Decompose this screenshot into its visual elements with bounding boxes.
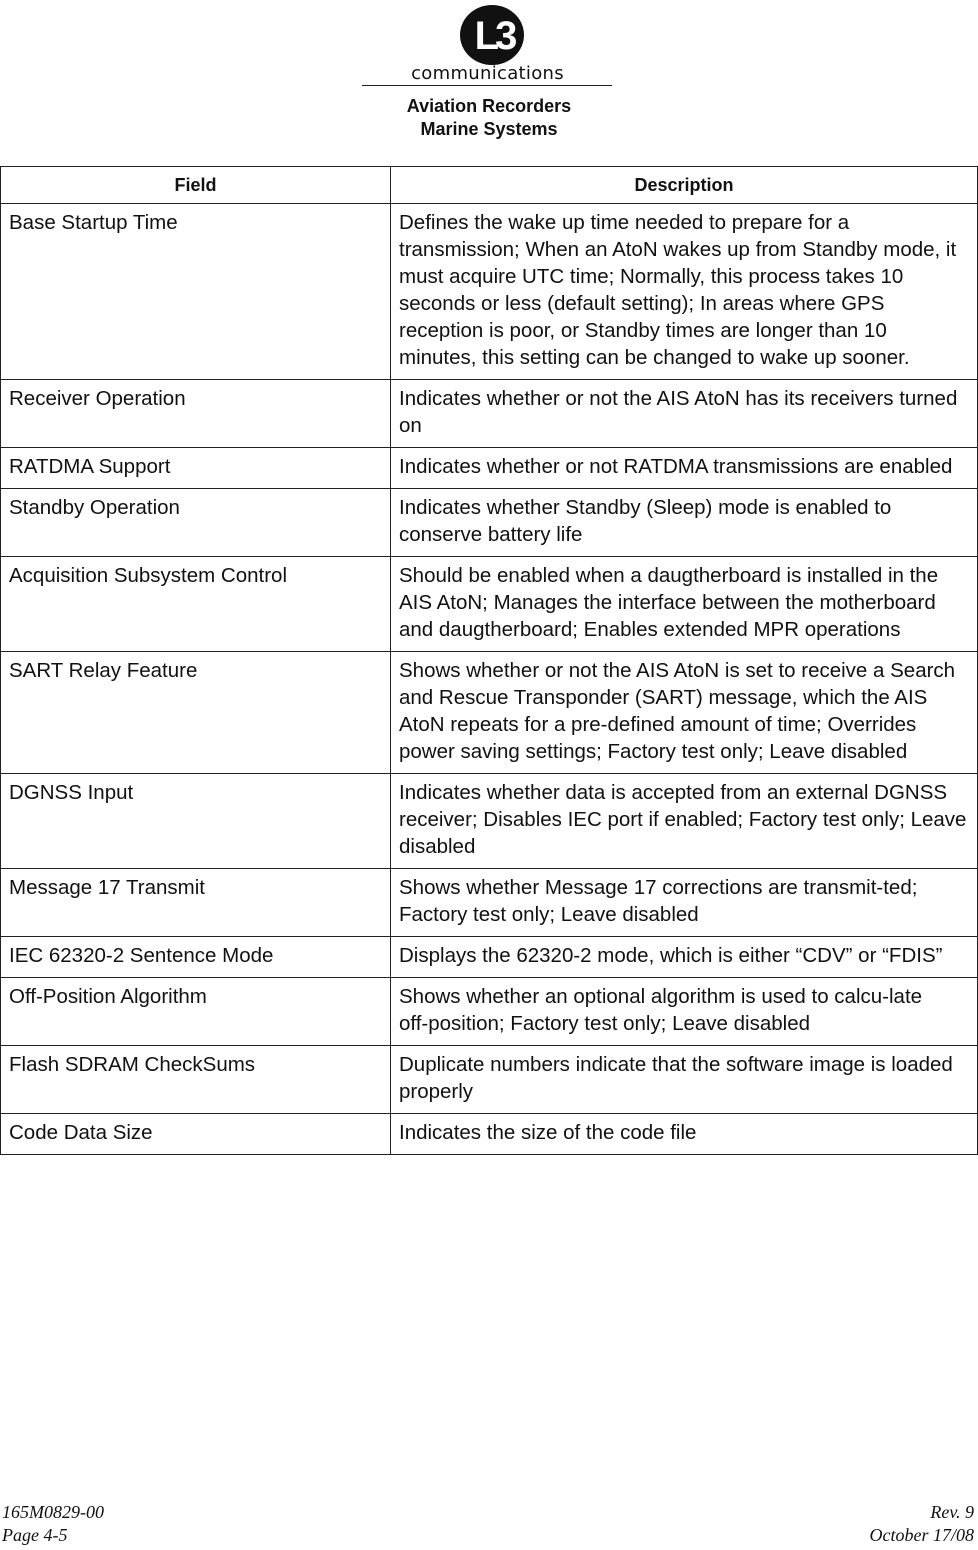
table-row: [1, 1114, 978, 1155]
field-cell: RATDMA Support: [1, 448, 391, 489]
doc-number: 165M0829‑00: [2, 1502, 104, 1522]
field-cell: Code Data Size: [1, 1114, 391, 1155]
table-row: [1, 489, 978, 557]
description-cell: Shows whether Message 17 corrections are transmit-ted; Factory test only; Leave disabled: [391, 869, 978, 937]
table-row: [1, 380, 978, 448]
description-cell: Indicates whether or not the AIS AtoN has its receivers turned on: [391, 380, 978, 448]
description-cell: Duplicate numbers indicate that the software image is loaded properly: [391, 1046, 978, 1114]
company-name: communications: [411, 63, 564, 84]
field-cell: DGNSS Input: [1, 774, 391, 869]
table-row: [1, 652, 978, 774]
description-cell: Should be enabled when a daugtherboard is installed in the AIS AtoN; Manages the interface between the motherboard and daugtherboard; Enables extended MPR operations: [391, 557, 978, 652]
table-row: [1, 937, 978, 978]
field-cell: Standby Operation: [1, 489, 391, 557]
table-row: [1, 557, 978, 652]
table-row: [1, 978, 978, 1046]
field-cell: Flash SDRAM CheckSums: [1, 1046, 391, 1114]
table-header-row: [1, 167, 978, 204]
description-cell: Indicates whether data is accepted from an external DGNSS receiver; Disables IEC port if enabled; Factory test only; Leave disabled: [391, 774, 978, 869]
l3-logo-icon: [459, 4, 525, 66]
field-cell: Receiver Operation: [1, 380, 391, 448]
dept-line-1: Aviation Recorders: [406, 96, 572, 116]
description-cell: Displays the 62320‑2 mode, which is either “CDV” or “FDIS”: [391, 937, 978, 978]
field-cell: Message 17 Transmit: [1, 869, 391, 937]
revision: Rev. 9: [930, 1502, 974, 1522]
field-cell: Base Startup Time: [1, 204, 391, 380]
description-cell: Indicates whether Standby (Sleep) mode is enabled to conserve battery life: [391, 489, 978, 557]
description-cell: Indicates the size of the code file: [391, 1114, 978, 1155]
field-cell: SART Relay Feature: [1, 652, 391, 774]
dept-line-2: Marine Systems: [420, 119, 558, 139]
description-cell: Defines the wake up time needed to prepare for a transmission; When an AtoN wakes up from Standby mode, it must acquire UTC time; Normally, this process takes 10 seconds or less (default setting); In areas where GPS reception is poor, or Standby times are longer than 10 minutes, this setting can be changed to wake up sooner.: [391, 204, 978, 380]
column-header-description: Description: [391, 167, 978, 204]
table-row: [1, 204, 978, 380]
svg-text:L3: L3: [474, 14, 514, 58]
header-rule: [362, 85, 612, 86]
table-row: [1, 774, 978, 869]
table-row: [1, 1046, 978, 1114]
l3-logo: [459, 4, 525, 66]
revision-date: October 17/08: [869, 1525, 974, 1545]
field-description-table: [0, 166, 978, 1155]
field-cell: Acquisition Subsystem Control: [1, 557, 391, 652]
page-header: [0, 0, 978, 160]
description-cell: Shows whether an optional algorithm is used to calcu-late off‑position; Factory test only; Leave disabled: [391, 978, 978, 1046]
column-header-field: Field: [1, 167, 391, 204]
table-row: [1, 448, 978, 489]
description-cell: Indicates whether or not RATDMA transmissions are enabled: [391, 448, 978, 489]
description-cell: Shows whether or not the AIS AtoN is set to receive a Search and Rescue Transponder (SART) message, which the AIS AtoN repeats for a pre‑defined amount of time; Overrides power saving settings; Factory test only; Leave disabled: [391, 652, 978, 774]
field-cell: IEC 62320‑2 Sentence Mode: [1, 937, 391, 978]
page-number: Page 4‑5: [2, 1525, 68, 1545]
field-cell: Off‑Position Algorithm: [1, 978, 391, 1046]
table-row: [1, 869, 978, 937]
